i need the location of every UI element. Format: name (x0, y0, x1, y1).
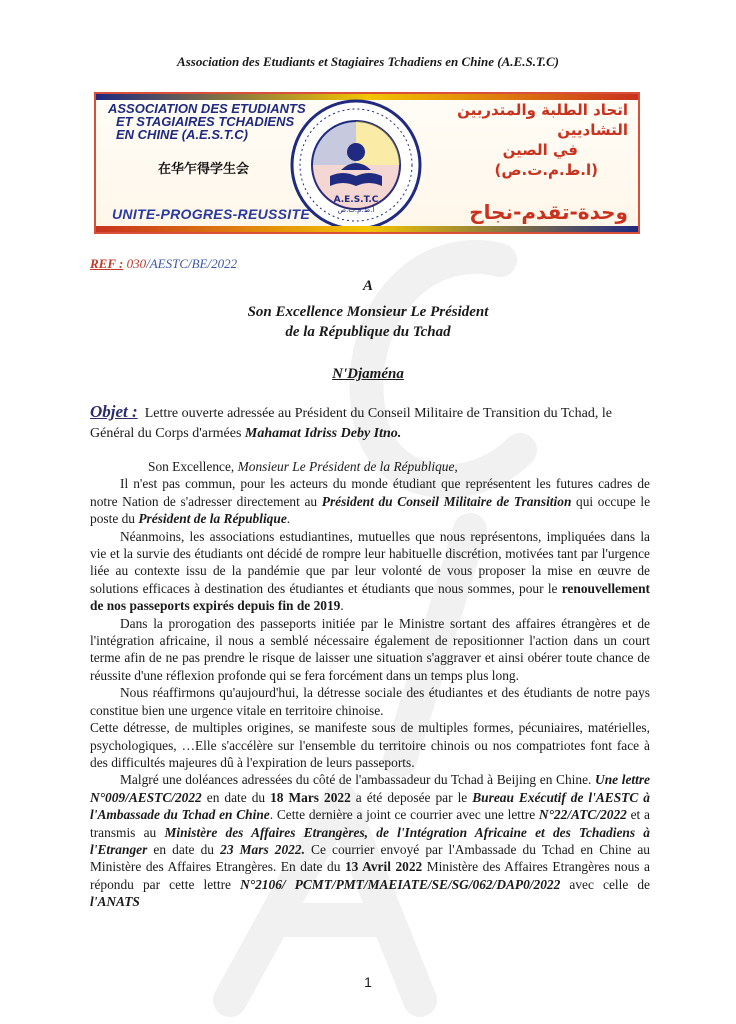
paragraph-4: Nous réaffirmons qu'aujourd'hui, la détresse sociale des étudiantes et des étudiants de notre pays constitue bien une urgence vitale en territoire chinoise. (90, 685, 650, 718)
recipient-line1: Son Excellence Monsieur Le Président (247, 304, 489, 320)
logo-ar-line2: في الصين (502, 141, 578, 159)
greeting-a: Son Excellence, (148, 459, 238, 474)
p6-j: Ministère des Affaires Etrangères, de l'Intégration Africaine et des Tchadiens à l'Etranger (90, 824, 650, 857)
subject-text: Lettre ouverte adressée au Président du Conseil Militaire de Transition du Tchad, le Général du Corps d'armées (90, 406, 612, 441)
letterhead-title: Association des Etudiants et Stagiaires Tchadiens en Chine (A.E.S.T.C) (177, 54, 559, 69)
ref-number: 030 (126, 256, 147, 271)
p6-m: Ce courrier envoyé par l'Ambassade du Tchad en Chine au Ministère des Affaires Etrangères. En date du (90, 841, 650, 875)
logo-motto-french: UNITE-PROGRES-REUSSITE (112, 206, 310, 222)
p2-b: renouvellement de nos passeports expirés depuis fin de 2019 (90, 580, 650, 614)
logo-ar-line3: (ا.ط.م.ت.ص) (494, 161, 598, 179)
p6-i: et a transmis au (90, 807, 650, 840)
p6-c: en date du (201, 789, 271, 805)
logo-fr-line3: EN CHINE (A.E.S.T.C) (116, 127, 248, 142)
letter-body (90, 458, 650, 911)
recipient-line2: de la République du Tchad (285, 324, 451, 340)
ref-rest: /AESTC/BE/2022 (146, 256, 238, 271)
paragraph-6 (90, 771, 650, 910)
greeting (90, 458, 650, 475)
p6-r: l'ANATS (90, 894, 140, 910)
p6-d: 18 Mars 2022 (270, 789, 351, 805)
page-number: 1 (364, 974, 372, 990)
p6-e: a été deposée par le (350, 789, 473, 805)
recipient-a: A (362, 278, 373, 294)
paragraph-1 (90, 475, 650, 527)
p6-h: N°22/ATC/2022 (538, 807, 627, 823)
greeting-b: Monsieur Le Président de la République, (237, 459, 458, 474)
subject-name: Mahamat Idriss Deby Itno. (244, 426, 402, 441)
p1-d: Président de la République (138, 511, 287, 527)
p1-e: . (286, 511, 291, 527)
letter-subject (90, 402, 650, 444)
paragraph-2 (90, 528, 650, 615)
p6-g: . Cette dernière a joint ce courrier avec une lettre (269, 807, 539, 823)
p6-q: avec celle de (560, 876, 650, 892)
p1-b: Président du Conseil Militaire de Transition (321, 493, 572, 509)
p6-a: Malgré une doléances adressées du côté de l'ambassadeur du Tchad à Beijing en Chine. (120, 772, 596, 788)
p6-o: Ministère des Affaires Etrangères nous a répondu par cette lettre (90, 859, 650, 892)
p6-p: N°2106/ PCMT/PMT/MAEIATE/SE/SG/062/DAP0/2022 (240, 876, 561, 892)
logo-motto-arabic: وحدة-تقدم-نجاح (469, 200, 628, 224)
paragraph-3: Dans la prorogation des passeports initiée par le Ministre sortant des affaires étrangères et de l'intégration africaine, il nous a semblé nécessaire également de repositionner l'action dans un court terme afin de ne pas prendre le risque de laisser une situation s'aggraver et ainsi obérer toute chance de réussite d'une réflexion profonde qui se fera forcément dans un temps plus long. (90, 615, 650, 683)
p6-l: 23 Mars 2022. (220, 841, 305, 857)
p6-f: Bureau Exécutif de l'AESTC à l'Ambassade du Tchad en Chine (90, 789, 650, 823)
subject-label: Objet : (90, 402, 138, 421)
p6-k: en date du (147, 841, 221, 857)
p6-n: 13 Avril 2022 (344, 859, 423, 875)
logo-name-chinese: 在华乍得学生会 (158, 162, 250, 177)
logo-fr-line2: ET STAGIAIRES TCHADIENS (116, 114, 295, 129)
reference-number (90, 256, 237, 272)
p2-a: Néanmoins, les associations estudiantines, mutuelles que nous représentons, impliquées dans la vie et la survie des étudiants ont décidé de rompre leur habituelle discrétion, motivées tant par l'urgence liée au contexte issu de la pandémie que par leur volonté de vous proposer la mise en œuvre de solutions efficaces à destination des étudiantes et étudiants que nous sommes, pour le (90, 528, 650, 596)
paragraph-5: Cette détresse, de multiples origines, se manifeste sous de multiples formes, pécuniaires, matérielles, psychologiques, …Elle s'accélère sur l'ensemble du territoire chinois ou nos compatriotes font face à des difficultés majeures dû à l'expiration de leurs passeports. (90, 720, 650, 770)
p2-c: . (340, 598, 344, 614)
flag-stripe-bottom (96, 226, 638, 232)
association-logo-banner (94, 92, 640, 234)
p6-b: Une lettre N°009/AESTC/2022 (90, 772, 650, 805)
seal-label-arabic: ا.ط.م.ت.ص (337, 206, 375, 214)
logo-name-arabic (418, 100, 628, 180)
p1-a: Il n'est pas commun, pour les acteurs du monde étudiant que représentent les futures cadres de notre Nation de s'adresser directement au (90, 476, 650, 509)
recipient-city: N'Djaména (332, 366, 404, 382)
seal-label: A.E.S.T.C (333, 195, 379, 205)
association-seal-icon (289, 98, 423, 232)
logo-fr-line1: ASSOCIATION DES ETUDIANTS (108, 101, 306, 116)
logo-ar-line1: اتحاد الطلبة والمتدربين التشاديين (457, 101, 628, 139)
p1-c: qui occupe le poste du (90, 493, 651, 527)
ref-label: REF : (90, 256, 124, 271)
